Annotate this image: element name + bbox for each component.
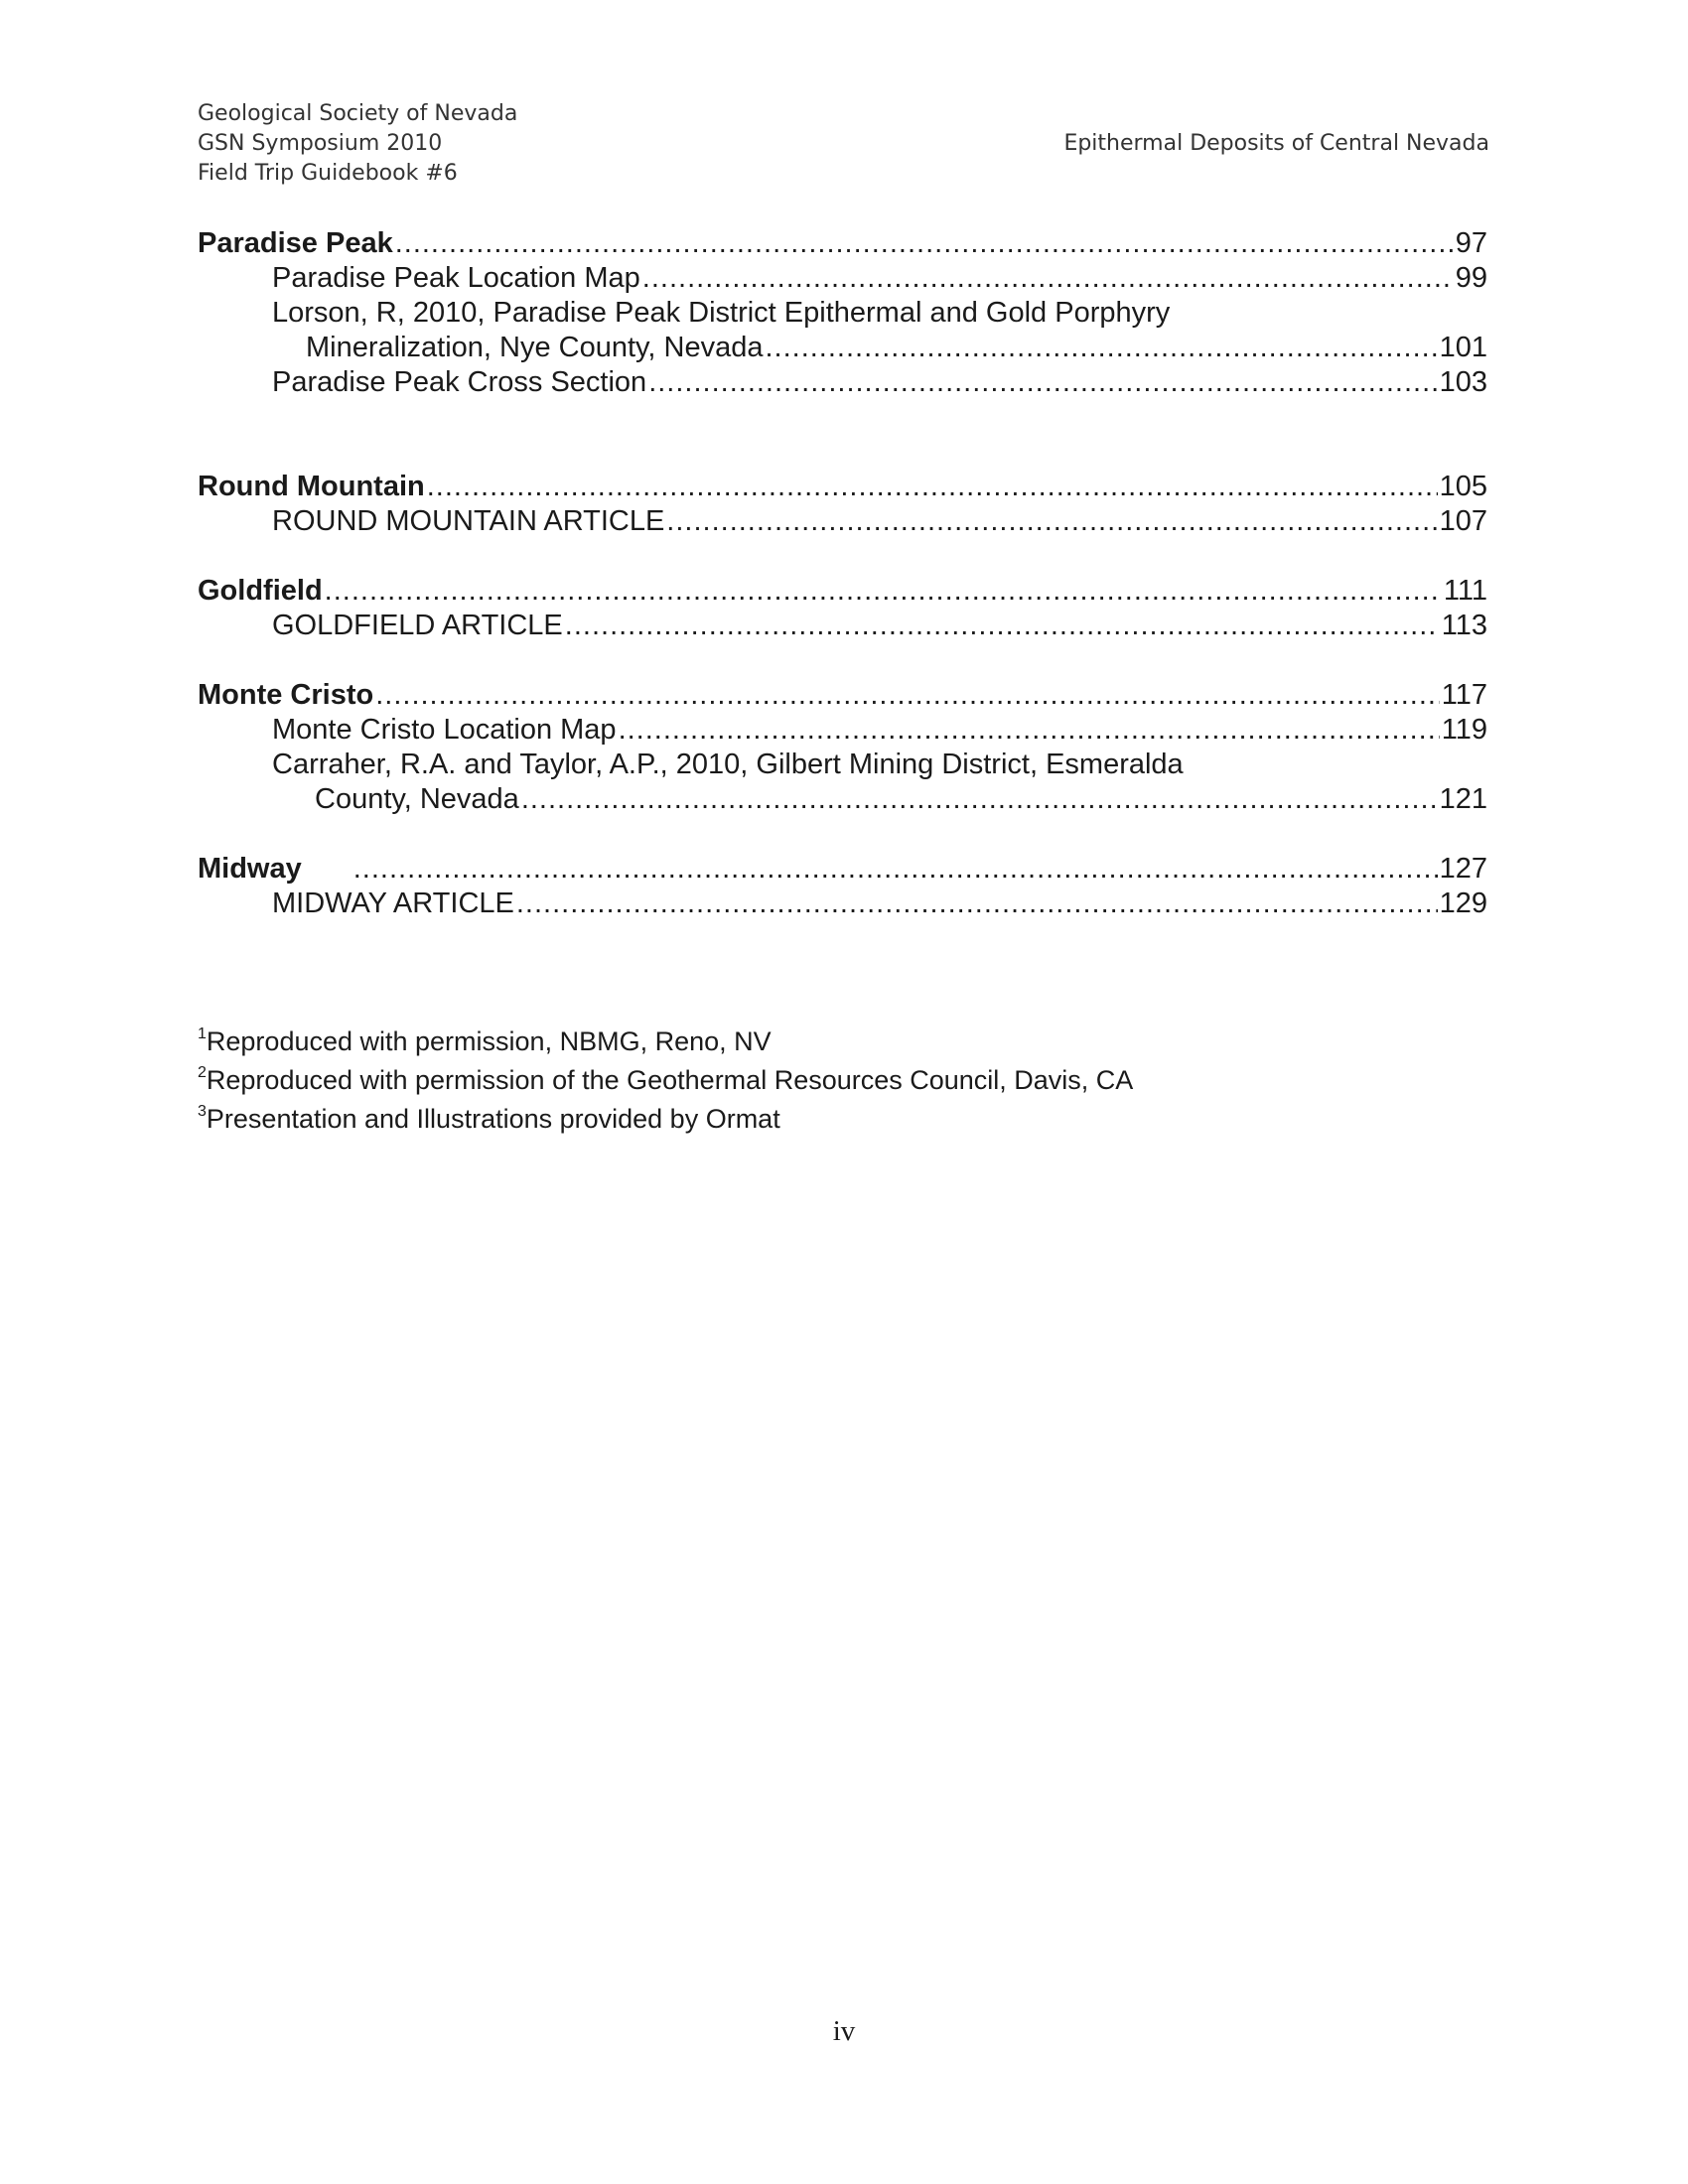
toc-entry-paradise-peak[interactable]: [198, 226, 1487, 261]
toc-subentry-page: 103: [1439, 366, 1487, 398]
toc-subentry-page: 121: [1439, 783, 1487, 815]
toc-subentry-title: GOLDFIELD ARTICLE: [272, 610, 563, 641]
toc-subentry[interactable]: [198, 887, 1487, 921]
toc-subentry-title: Lorson, R, 2010, Paradise Peak District Epithermal and Gold Porphyry: [272, 297, 1171, 329]
footnote-mark: 3: [198, 1103, 207, 1120]
dot-leader: [648, 365, 1437, 400]
dot-leader: [375, 678, 1440, 713]
toc-subentry-page: 119: [1441, 714, 1487, 746]
toc-subentry-page: 99: [1455, 262, 1487, 294]
toc-subentry-title: Paradise Peak Location Map: [272, 262, 640, 294]
dot-leader: [353, 852, 1438, 887]
toc-entry-page: 97: [1455, 227, 1487, 259]
footnote: [198, 1023, 1133, 1061]
toc-subentry-title: County, Nevada: [315, 783, 519, 815]
toc-subentry-continuation[interactable]: [198, 331, 1487, 365]
footnote-text: Presentation and Illustrations provided by Ormat: [206, 1104, 780, 1134]
toc-subentry-page: 129: [1439, 887, 1487, 919]
toc-subentry-page: 113: [1441, 610, 1487, 641]
toc-entry-title: Monte Cristo: [198, 679, 374, 711]
footnote-text: Reproduced with permission of the Geothermal Resources Council, Davis, CA: [206, 1065, 1134, 1095]
footnote-mark: 1: [198, 1025, 207, 1042]
dot-leader: [427, 470, 1438, 504]
toc-subentry-title: MIDWAY ARTICLE: [272, 887, 514, 919]
toc-entry-goldfield[interactable]: [198, 574, 1487, 609]
toc-subentry[interactable]: [198, 609, 1487, 643]
toc-subentry-title: ROUND MOUNTAIN ARTICLE: [272, 505, 665, 537]
header-title: Epithermal Deposits of Central Nevada: [1063, 131, 1489, 156]
header-org: Geological Society of Nevada: [198, 101, 518, 126]
dot-leader: [516, 887, 1438, 921]
toc-entry-title: Paradise Peak: [198, 227, 393, 259]
toc-entry-round-mountain[interactable]: [198, 470, 1487, 504]
footnote-text: Reproduced with permission, NBMG, Reno, NV: [206, 1026, 772, 1056]
dot-leader: [642, 261, 1454, 296]
toc-subentry-title: Paradise Peak Cross Section: [272, 366, 647, 398]
toc-entry-page: 105: [1439, 471, 1487, 502]
toc-subentry-title: Monte Cristo Location Map: [272, 714, 617, 746]
toc-entry-monte-cristo[interactable]: [198, 678, 1487, 713]
dot-leader: [521, 782, 1438, 817]
toc-subentry[interactable]: [198, 713, 1487, 748]
toc-entry-title: Goldfield: [198, 575, 323, 607]
dot-leader: [619, 713, 1440, 748]
toc-entry-title: Midway: [198, 853, 302, 885]
footnote: [198, 1061, 1133, 1100]
toc-subentry[interactable]: [198, 748, 1487, 782]
toc-subentry-title: Carraher, R.A. and Taylor, A.P., 2010, Gilbert Mining District, Esmeralda: [272, 749, 1184, 780]
toc-subentry[interactable]: [198, 261, 1487, 296]
dot-leader: [666, 504, 1437, 539]
toc-entry-page: 117: [1441, 679, 1487, 711]
header-symposium: GSN Symposium 2010: [198, 131, 443, 156]
toc-subentry-continuation[interactable]: [198, 782, 1487, 817]
toc-entry-page: 111: [1443, 575, 1487, 607]
toc-subentry[interactable]: [198, 504, 1487, 539]
footnote-mark: 2: [198, 1064, 207, 1081]
table-of-contents: [198, 226, 1487, 921]
dot-leader: [765, 331, 1437, 365]
dot-leader: [325, 574, 1442, 609]
running-header-left: [198, 99, 517, 189]
toc-entry-midway[interactable]: [198, 852, 1487, 887]
footnote: [198, 1100, 1133, 1139]
header-guidebook: Field Trip Guidebook #6: [198, 161, 458, 186]
toc-entry-page: 127: [1439, 853, 1487, 885]
page-number: iv: [832, 2015, 856, 2047]
toc-subentry-page: 101: [1439, 332, 1487, 363]
toc-entry-title: Round Mountain: [198, 471, 425, 502]
toc-subentry-title: Mineralization, Nye County, Nevada: [306, 332, 764, 363]
dot-leader: [395, 226, 1454, 261]
toc-subentry[interactable]: [198, 365, 1487, 400]
dot-leader: [565, 609, 1440, 643]
toc-subentry[interactable]: [198, 296, 1487, 331]
toc-subentry-page: 107: [1439, 505, 1487, 537]
footnotes: [198, 1023, 1133, 1139]
